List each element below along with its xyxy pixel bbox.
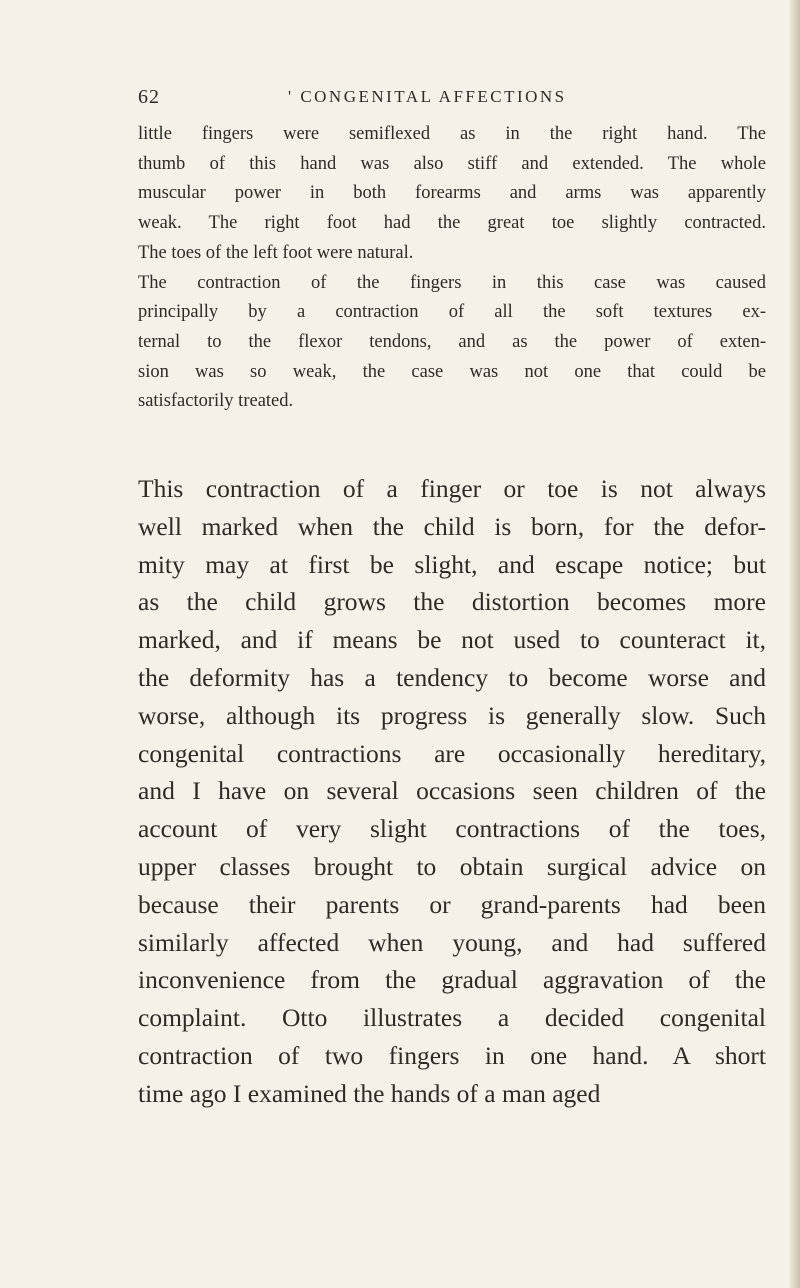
text-line: the deformity has a tendency to become worse and <box>138 662 766 692</box>
large-print-section <box>138 470 766 1113</box>
paragraph-1 <box>138 120 766 269</box>
text-line: marked, and if means be not used to counteract it, <box>138 625 766 655</box>
text-line: complaint. Otto illustrates a decided congenital <box>138 1003 766 1033</box>
text-line: muscular power in both forearms and arms was apparently <box>138 183 766 204</box>
text-line: contraction of two fingers in one hand. A short <box>138 1040 766 1070</box>
text-line: worse, although its progress is generally slow. Such <box>138 700 766 730</box>
text-line: because their parents or grand-parents had been <box>138 889 766 919</box>
text-line: mity may at first be slight, and escape notice; but <box>138 549 766 579</box>
text-line: This contraction of a finger or toe is not always <box>138 474 766 503</box>
text-line: as the child grows the distortion becomes more <box>138 587 766 617</box>
text-line: little fingers were semiflexed as in the right hand. The <box>138 124 766 144</box>
page-edge <box>790 0 800 1288</box>
text-line: principally by a contraction of all the soft textures ex- <box>138 302 766 323</box>
page-header <box>138 86 758 112</box>
text-line: congenital contractions are occasionally hereditary, <box>138 738 766 768</box>
text-line: well marked when the child is born, for the defor- <box>138 511 766 541</box>
text-line: and I have on several occasions seen children of the <box>138 776 766 806</box>
text-line: similarly affected when young, and had suffered <box>138 927 766 957</box>
text-line: ternal to the flexor tendons, and as the power of exten- <box>138 331 766 352</box>
text-line: The toes of the left foot were natural. <box>138 242 414 263</box>
text-line: sion was so weak, the case was not one that could be <box>138 361 766 382</box>
text-line: thumb of this hand was also stiff and extended. The whole <box>138 153 766 174</box>
text-line: inconvenience from the gradual aggravation of the <box>138 965 766 995</box>
text-line: weak. The right foot had the great toe slightly contracted. <box>138 213 766 234</box>
running-head: ' CONGENITAL AFFECTIONS <box>288 87 567 106</box>
text-line: The contraction of the fingers in this case was caused <box>138 272 766 293</box>
page-number: 62 <box>138 86 160 108</box>
paragraph-2 <box>138 269 766 418</box>
text-line: upper classes brought to obtain surgical advice on <box>138 851 766 881</box>
small-print-section <box>138 120 766 417</box>
text-line: satisfactorily treated. <box>138 391 294 412</box>
text-line: time ago I examined the hands of a man aged <box>138 1078 601 1108</box>
paragraph-3 <box>138 470 766 1113</box>
text-line: account of very slight contractions of the toes, <box>138 814 766 844</box>
